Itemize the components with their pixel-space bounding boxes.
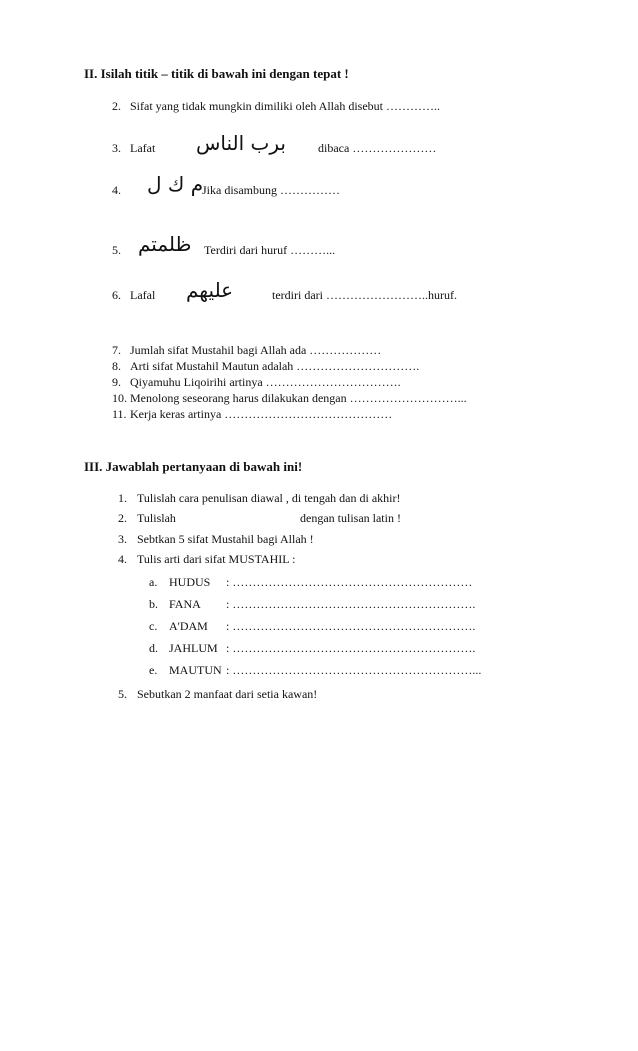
- arabic-text: ظلمتم: [138, 232, 192, 256]
- item-tail: dengan tulisan latin !: [300, 511, 401, 525]
- item-number: 3.: [112, 141, 121, 155]
- item-text: Sebutkan 2 manfaat dari setia kawan!: [137, 687, 318, 701]
- section-3-heading: III. Jawablah pertanyaan di bawah ini!: [84, 459, 303, 474]
- sub-letter: a.: [149, 575, 158, 589]
- item-text: Menolong seseorang harus dilakukan dengan ………………………...: [130, 391, 467, 405]
- sub-dots: : ……………………………………………………...: [226, 663, 482, 677]
- item-text: Kerja keras artinya ……………………………………: [130, 407, 393, 421]
- item-number: 1.: [118, 491, 127, 505]
- item-label: Lafal: [130, 288, 156, 302]
- item-tail: Jika disambung ……………: [202, 183, 340, 197]
- item-label: Lafat: [130, 141, 156, 155]
- item-number: 5.: [118, 687, 127, 701]
- item-text: Arti sifat Mustahil Mautun adalah ………………………….: [130, 359, 420, 373]
- item-number: 9.: [112, 375, 121, 389]
- item-number: 5.: [112, 243, 121, 257]
- sub-name: MAUTUN: [169, 663, 222, 677]
- item-text: Qiyamuhu Liqoirihi artinya …………………………….: [130, 375, 401, 389]
- sub-dots: : ……………………………………………………: [226, 575, 473, 589]
- item-text: Sebtkan 5 sifat Mustahil bagi Allah !: [137, 532, 314, 546]
- arabic-text: برب الناس: [196, 131, 286, 155]
- item-number: 7.: [112, 343, 121, 357]
- item-number: 2.: [118, 511, 127, 525]
- item-number: 4.: [118, 552, 127, 566]
- sub-name: HUDUS: [169, 575, 211, 589]
- item-text: Tulislah: [137, 511, 176, 525]
- sub-letter: d.: [149, 641, 158, 655]
- arabic-text: م ك ل: [147, 172, 204, 196]
- item-number: 10.: [112, 391, 127, 405]
- sub-letter: e.: [149, 663, 158, 677]
- item-text: Tulis arti dari sifat MUSTAHIL :: [137, 552, 296, 566]
- item-number: 4.: [112, 183, 121, 197]
- item-number: 2.: [112, 99, 121, 113]
- item-tail: Terdiri dari huruf ………...: [204, 243, 336, 257]
- item-number: 3.: [118, 532, 127, 546]
- item-number: 6.: [112, 288, 121, 302]
- sub-dots: : …………………………………………………….: [226, 619, 476, 633]
- arabic-text: عليهم: [186, 278, 234, 302]
- sub-dots: : …………………………………………………….: [226, 641, 476, 655]
- sub-letter: c.: [149, 619, 158, 633]
- item-number: 8.: [112, 359, 121, 373]
- section-2-heading: II. Isilah titik – titik di bawah ini dengan tepat !: [84, 66, 349, 81]
- sub-letter: b.: [149, 597, 158, 611]
- item-tail: terdiri dari ……………………..huruf.: [272, 288, 457, 302]
- item-tail: dibaca …………………: [318, 141, 437, 155]
- item-text: Tulislah cara penulisan diawal , di tengah dan di akhir!: [137, 491, 401, 505]
- item-text: Sifat yang tidak mungkin dimiliki oleh Allah disebut …………..: [130, 99, 440, 113]
- item-number: 11.: [112, 407, 127, 421]
- item-text: Jumlah sifat Mustahil bagi Allah ada ………………: [130, 343, 382, 357]
- sub-name: FANA: [169, 597, 201, 611]
- sub-dots: : …………………………………………………….: [226, 597, 476, 611]
- sub-name: JAHLUM: [169, 641, 218, 655]
- sub-name: A'DAM: [169, 619, 208, 633]
